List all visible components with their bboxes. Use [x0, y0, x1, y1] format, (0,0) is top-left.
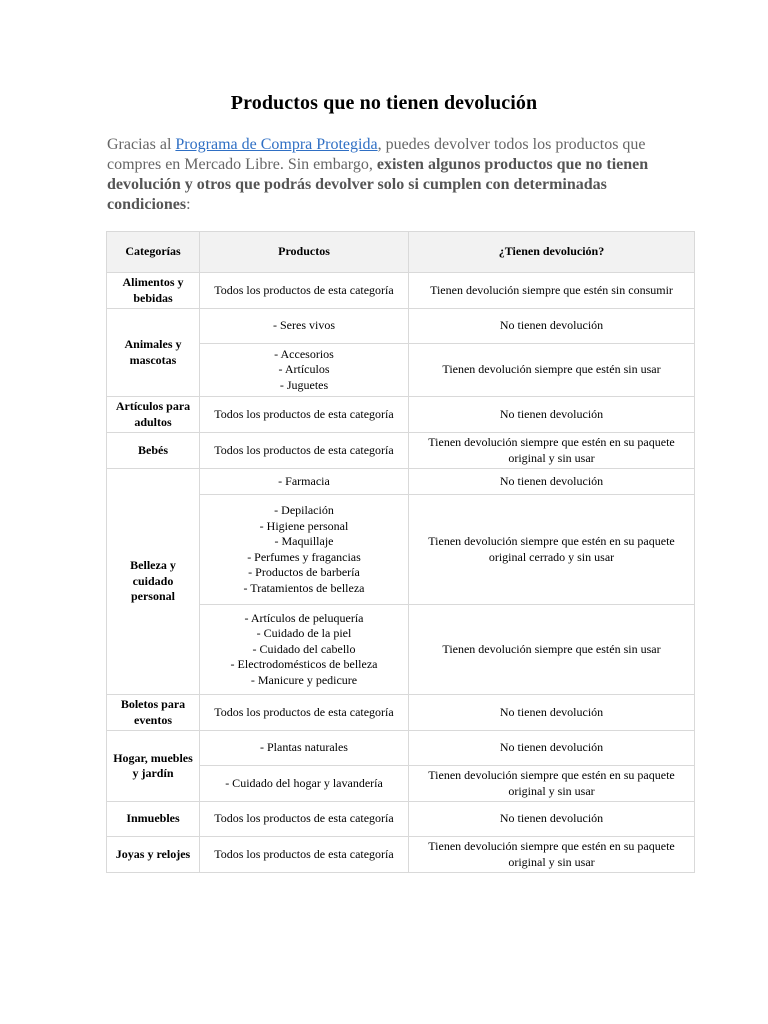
- category-cell: Inmuebles: [107, 802, 200, 837]
- products-cell: [200, 344, 409, 397]
- table-row: [107, 309, 695, 344]
- products-cell: - Plantas naturales: [200, 731, 409, 766]
- product-item: - Artículos: [278, 362, 330, 377]
- products-cell: [200, 605, 409, 695]
- products-cell: Todos los productos de esta categoría: [200, 695, 409, 731]
- return-cell: No tienen devolución: [409, 695, 695, 731]
- products-cell: - Seres vivos: [200, 309, 409, 344]
- intro-middle: , puedes devolver todos los productos que compres en Mercado Libre. Sin embargo,: [107, 136, 646, 173]
- return-cell: Tienen devolución siempre que estén en su paquete original y sin usar: [409, 433, 695, 469]
- page-title: Productos que no tienen devolución: [230, 92, 538, 114]
- table-row: [107, 837, 695, 873]
- return-cell: Tienen devolución siempre que estén sin usar: [409, 344, 695, 397]
- intro-bold-text: existen algunos productos que no tienen devolución y otros que podrás devolver solo si cumplen con determinadas condiciones: [107, 156, 649, 213]
- intro-prefix: Gracias al: [107, 136, 176, 153]
- category-cell: Joyas y relojes: [107, 837, 200, 873]
- product-item: - Accesorios: [274, 346, 334, 361]
- product-item: - Manicure y pedicure: [250, 672, 358, 687]
- return-cell: Tienen devolución siempre que estén en su paquete original y sin usar: [409, 766, 695, 802]
- table-row: [107, 433, 695, 469]
- table-row: [107, 273, 695, 309]
- product-item: - Electrodomésticos de belleza: [230, 657, 378, 672]
- products-cell: Todos los productos de esta categoría: [200, 273, 409, 309]
- category-cell: Bebés: [107, 433, 200, 469]
- header-productos: Productos: [200, 232, 409, 273]
- products-cell: - Farmacia: [200, 469, 409, 495]
- compra-protegida-link[interactable]: Programa de Compra Protegida: [175, 136, 378, 153]
- products-cell: - Cuidado del hogar y lavandería: [200, 766, 409, 802]
- return-cell: Tienen devolución siempre que estén sin consumir: [409, 273, 695, 309]
- return-cell: No tienen devolución: [409, 469, 695, 495]
- header-categorias: Categorías: [107, 232, 200, 273]
- category-cell: Belleza y cuidado personal: [107, 469, 200, 695]
- products-cell: Todos los productos de esta categoría: [200, 433, 409, 469]
- table-row: [107, 469, 695, 495]
- return-cell: No tienen devolución: [409, 309, 695, 344]
- return-cell: Tienen devolución siempre que estén en su paquete original y sin usar: [409, 837, 695, 873]
- returns-table: [106, 231, 695, 873]
- products-cell: Todos los productos de esta categoría: [200, 802, 409, 837]
- category-cell: Artículos para adultos: [107, 397, 200, 433]
- product-item: - Perfumes y fragancias: [247, 549, 361, 564]
- product-item: - Juguetes: [279, 377, 329, 392]
- product-item: - Cuidado de la piel: [256, 626, 352, 641]
- return-cell: No tienen devolución: [409, 802, 695, 837]
- product-item: - Higiene personal: [259, 518, 349, 533]
- product-item: - Productos de barbería: [248, 565, 360, 579]
- table-row: [107, 802, 695, 837]
- table-row: [107, 397, 695, 433]
- return-cell: No tienen devolución: [409, 731, 695, 766]
- intro-suffix: :: [186, 196, 191, 213]
- product-item: - Artículos de peluquería: [244, 610, 364, 625]
- products-cell: [200, 495, 409, 605]
- table-row: [107, 731, 695, 766]
- category-cell: Alimentos y bebidas: [107, 273, 200, 309]
- category-cell: Hogar, muebles y jardín: [107, 731, 200, 802]
- return-cell: Tienen devolución siempre que estén sin usar: [409, 605, 695, 695]
- category-cell: Animales y mascotas: [107, 309, 200, 397]
- return-cell: Tienen devolución siempre que estén en su paquete original cerrado y sin usar: [409, 495, 695, 605]
- products-cell: Todos los productos de esta categoría: [200, 397, 409, 433]
- header-devolucion: ¿Tienen devolución?: [409, 232, 695, 273]
- category-cell: Boletos para eventos: [107, 695, 200, 731]
- products-cell: Todos los productos de esta categoría: [200, 837, 409, 873]
- product-item: - Maquillaje: [274, 534, 334, 548]
- table-header-row: [107, 232, 695, 273]
- product-item: - Cuidado del cabello: [252, 641, 356, 656]
- return-cell: No tienen devolución: [409, 397, 695, 433]
- product-item: - Tratamientos de belleza: [243, 580, 365, 595]
- product-item: - Depilación: [274, 503, 334, 517]
- intro-paragraph: [107, 135, 667, 215]
- table-row: [107, 695, 695, 731]
